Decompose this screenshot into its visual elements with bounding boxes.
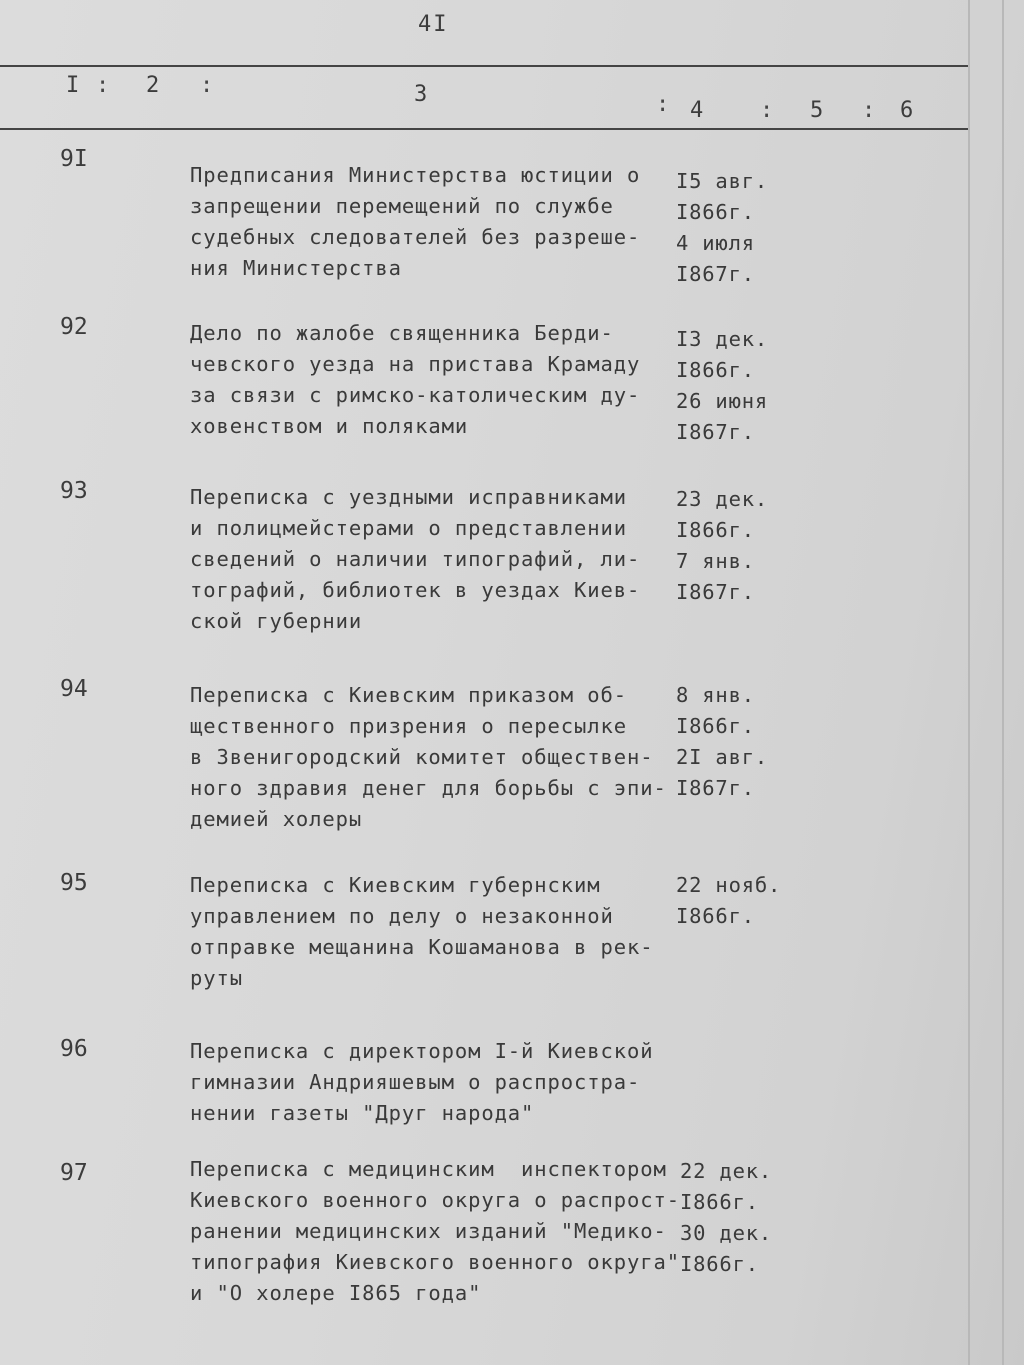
entry-title: Переписка с медицинским инспектором Киевского военного округа о распрост- ранении медицинских изданий "Медико- типография Киевского военного округа" и "О холере I865 года" (190, 1157, 680, 1305)
column-separator: : (200, 73, 214, 98)
column-number-5: 5 (810, 98, 824, 123)
column-number-2: 2 (146, 73, 160, 98)
entry-dates: 8 янв. I866г. 2I авг. I867г. (676, 683, 768, 800)
entry-dates: 23 дек. I866г. 7 янв. I867г. (676, 487, 768, 604)
column-separator: : (656, 92, 670, 117)
page-edge (1002, 0, 1004, 1365)
entry-title: Переписка с Киевским приказом об- щественного призрения о пересылке в Звенигородский комитет обществен- ного здравия денег для борьбы с эпи- демией холеры (190, 683, 667, 831)
header-rule-top (0, 65, 968, 67)
entry-dates: 22 нояб. I866г. (676, 873, 782, 928)
header-rule-bottom (0, 128, 968, 130)
entry-number: 96 (60, 1036, 88, 1062)
entry-number: 97 (60, 1160, 88, 1186)
column-number-3: 3 (414, 82, 428, 107)
entry-title: Дело по жалобе священника Берди- чевского уезда на пристава Крамаду за связи с римско-католическим ду- ховенством и поляками (190, 321, 641, 438)
page-number: 4I (418, 12, 449, 37)
entry-title: Переписка с Киевским губернским управлением по делу о незаконной отправке мещанина Кошаманова в рек- руты (190, 873, 654, 990)
entry-number: 9I (60, 146, 88, 172)
column-number-6: 6 (900, 98, 914, 123)
entry-number: 94 (60, 676, 88, 702)
page-edge (968, 0, 970, 1365)
column-number-1: I (66, 73, 80, 98)
column-separator: : (760, 98, 774, 123)
entry-number: 92 (60, 314, 88, 340)
entry-title: Переписка с уездными исправниками и полицмейстерами о представлении сведений о наличии типографий, ли- тографий, библиотек в уездах Киев- ской губернии (190, 485, 641, 633)
column-separator: : (862, 98, 876, 123)
entry-title: Переписка с директором I-й Киевской гимназии Андрияшевым о распростра- нении газеты "Друг народа" (190, 1039, 654, 1125)
entry-dates: 22 дек. I866г. 30 дек. I866г. (680, 1159, 772, 1276)
column-number-4: 4 (690, 98, 704, 123)
entry-dates: I3 дек. I866г. 26 июня I867г. (676, 327, 768, 444)
entry-number: 93 (60, 478, 88, 504)
column-separator: : (96, 73, 110, 98)
entry-title: Предписания Министерства юстиции о запрещении перемещений по службе судебных следователей без разреше- ния Министерства (190, 163, 641, 280)
entry-number: 95 (60, 870, 88, 896)
entry-dates: I5 авг. I866г. 4 июля I867г. (676, 169, 768, 286)
